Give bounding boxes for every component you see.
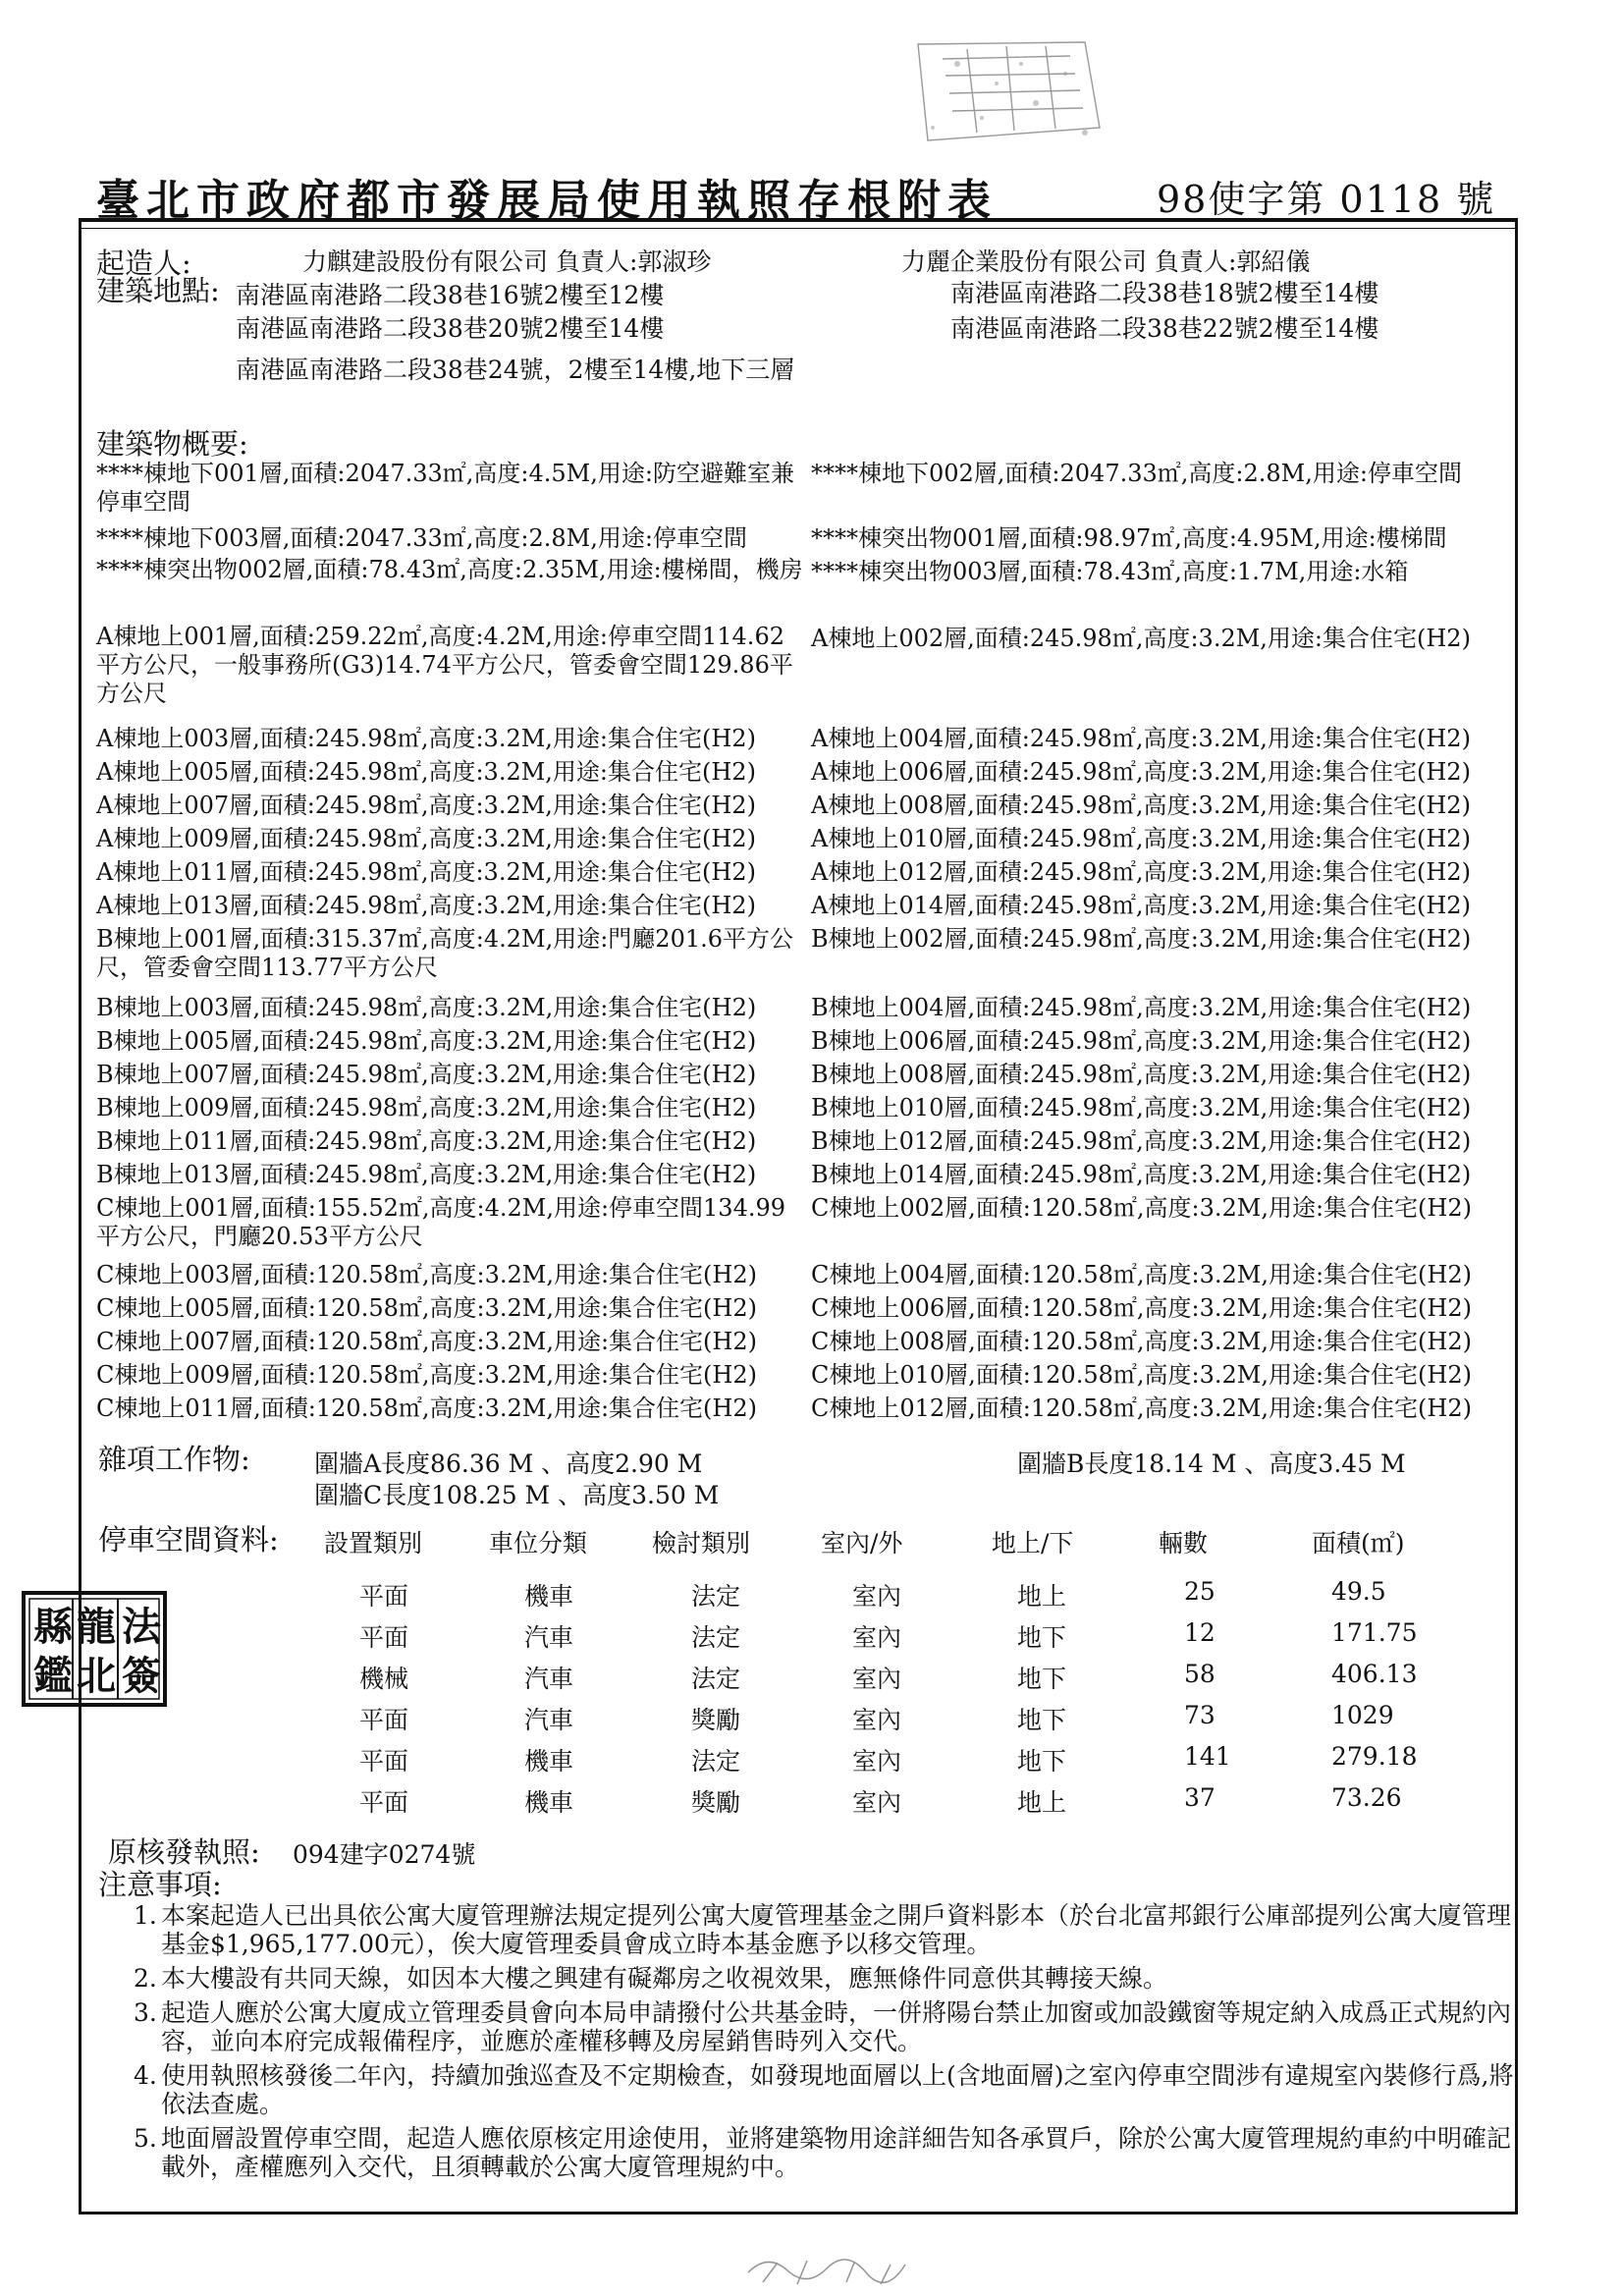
note-item bbox=[134, 2061, 1528, 2118]
parking-cell: 49.5 bbox=[1331, 1577, 1386, 1606]
note-item bbox=[134, 1901, 1528, 1958]
note-text: 使用執照核發後二年內，持續加強巡查及不定期檢查，如發現地面層以上(含地面層)之室內停車空間涉有違規室內裝修行爲,將依法查處。 bbox=[161, 2061, 1514, 2118]
parking-cell: 58 bbox=[1184, 1660, 1216, 1688]
parking-cell: 室內 bbox=[852, 1665, 902, 1693]
location-right-1: 南港區南港路二段38巷18號2樓至14樓 bbox=[950, 279, 1379, 307]
overview-right-item: B棟地上008層,面積:245.98㎡,高度:3.2M,用途:集合住宅(H2) bbox=[811, 1061, 1472, 1088]
seal-char-5: 法 bbox=[122, 1604, 161, 1650]
notes-label: 注意事項: bbox=[98, 1868, 222, 1901]
overview-right-item: B棟地上006層,面積:245.98㎡,高度:3.2M,用途:集合住宅(H2) bbox=[811, 1027, 1472, 1055]
overview-left-item: ****棟地下003層,面積:2047.33㎡,高度:2.8M,用途:停車空間 bbox=[96, 524, 747, 552]
overview-right-item: B棟地上010層,面積:245.98㎡,高度:3.2M,用途:集合住宅(H2) bbox=[811, 1094, 1472, 1121]
location-left-3: 南港區南港路二段38巷24號，2樓至14樓,地下三層 bbox=[236, 355, 795, 384]
seal-char-4: 北 bbox=[77, 1653, 116, 1699]
overview-right-item: C棟地上012層,面積:120.58㎡,高度:3.2M,用途:集合住宅(H2) bbox=[811, 1394, 1472, 1422]
note-text: 本大樓設有共同天線，如因本大樓之興建有礙鄰房之收視效果，應無條件同意供其轉接天線。 bbox=[161, 1964, 1168, 1993]
parking-cell: 279.18 bbox=[1331, 1742, 1418, 1771]
overview-left-item: C棟地上001層,面積:155.52㎡,高度:4.2M,用途:停車空間134.99平方公尺，門廳20.53平方公尺 bbox=[96, 1194, 786, 1250]
builder-left: 力麒建設股份有限公司 負責人:郭淑珍 bbox=[302, 247, 712, 276]
parking-cell: 法定 bbox=[691, 1665, 741, 1693]
overview-left-item: C棟地上003層,面積:120.58㎡,高度:3.2M,用途:集合住宅(H2) bbox=[96, 1261, 757, 1288]
page-mark bbox=[738, 2243, 915, 2292]
overview-right-item: C棟地上008層,面積:120.58㎡,高度:3.2M,用途:集合住宅(H2) bbox=[811, 1328, 1472, 1355]
parking-cell: 平面 bbox=[359, 1706, 409, 1734]
parking-cell: 機械 bbox=[359, 1665, 409, 1693]
parking-cell: 73.26 bbox=[1331, 1783, 1402, 1812]
misc-works-right-1: 圍牆B長度18.14 M 、高度3.45 M bbox=[1017, 1449, 1406, 1478]
parking-label: 停車空間資料: bbox=[98, 1523, 279, 1557]
misc-works-left-1: 圍牆A長度86.36 M 、高度2.90 M bbox=[314, 1449, 703, 1478]
parking-cell: 汽車 bbox=[524, 1665, 574, 1693]
location-left-2: 南港區南港路二段38巷20號2樓至14樓 bbox=[236, 314, 665, 343]
note-text: 地面層設置停車空間，起造人應依原核定用途使用，並將建築物用途詳細告知各承買戶，除於公寓大廈管理規約車約中明確記載外，產權應列入交代，且須轉載於公寓大廈管理規約中。 bbox=[161, 2124, 1512, 2181]
overview-left-item: C棟地上011層,面積:120.58㎡,高度:3.2M,用途:集合住宅(H2) bbox=[96, 1394, 757, 1422]
overview-right-item: C棟地上010層,面積:120.58㎡,高度:3.2M,用途:集合住宅(H2) bbox=[811, 1361, 1472, 1389]
misc-works-left-2: 圍牆C長度108.25 M 、高度3.50 M bbox=[314, 1481, 720, 1509]
misc-works-label: 雜項工作物: bbox=[98, 1443, 250, 1476]
parking-cell: 平面 bbox=[359, 1788, 409, 1817]
parking-cell: 室內 bbox=[852, 1706, 902, 1734]
parking-cell: 法定 bbox=[691, 1747, 741, 1776]
location-left-1: 南港區南港路二段38巷16號2樓至12樓 bbox=[236, 281, 665, 309]
parking-cell: 地下 bbox=[1017, 1623, 1067, 1652]
parking-cell: 獎勵 bbox=[691, 1788, 741, 1817]
overview-right-item: A棟地上010層,面積:245.98㎡,高度:3.2M,用途:集合住宅(H2) bbox=[811, 825, 1471, 852]
overview-left-item: A棟地上001層,面積:259.22㎡,高度:4.2M,用途:停車空間114.62平方公尺，一般事務所(G3)14.74平方公尺，管委會空間129.86平方公尺 bbox=[96, 623, 793, 707]
red-seal-stamp bbox=[20, 1589, 169, 1709]
overview-left-item: A棟地上007層,面積:245.98㎡,高度:3.2M,用途:集合住宅(H2) bbox=[96, 792, 756, 819]
overview-left-item: B棟地上007層,面積:245.98㎡,高度:3.2M,用途:集合住宅(H2) bbox=[96, 1061, 757, 1088]
overview-right-item: C棟地上006層,面積:120.58㎡,高度:3.2M,用途:集合住宅(H2) bbox=[811, 1294, 1472, 1322]
parking-cell: 室內 bbox=[852, 1788, 902, 1817]
overview-right-item: ****棟突出物001層,面積:98.97㎡,高度:4.95M,用途:樓梯間 bbox=[811, 524, 1447, 552]
overview-right-item: A棟地上014層,面積:245.98㎡,高度:3.2M,用途:集合住宅(H2) bbox=[811, 892, 1471, 919]
parking-cell: 171.75 bbox=[1331, 1618, 1418, 1647]
overview-left-item: A棟地上003層,面積:245.98㎡,高度:3.2M,用途:集合住宅(H2) bbox=[96, 725, 756, 752]
page-title: 臺北市政府都市發展局使用執照存根附表 bbox=[96, 176, 998, 226]
note-text: 起造人應於公寓大廈成立管理委員會向本局申請撥付公共基金時，一併將陽台禁止加窗或加設鐵窗等規定納入成爲正式規約內容，並向本府完成報備程序，並應於產權移轉及房屋銷售時列入交代。 bbox=[161, 1998, 1512, 2055]
note-item bbox=[134, 2124, 1528, 2181]
parking-header-cell: 設置類別 bbox=[324, 1529, 423, 1558]
location-label: 建築地點: bbox=[96, 274, 220, 307]
parking-cell: 機車 bbox=[524, 1788, 574, 1817]
overview-left-item: B棟地上003層,面積:245.98㎡,高度:3.2M,用途:集合住宅(H2) bbox=[96, 994, 757, 1021]
document-number: 98使字第 0118 號 bbox=[1157, 178, 1496, 221]
note-item bbox=[134, 1998, 1528, 2055]
overview-right-item: A棟地上012層,面積:245.98㎡,高度:3.2M,用途:集合住宅(H2) bbox=[811, 858, 1471, 886]
overview-left-item: A棟地上013層,面積:245.98㎡,高度:3.2M,用途:集合住宅(H2) bbox=[96, 892, 756, 919]
parking-header-cell: 室內/外 bbox=[821, 1529, 903, 1558]
overview-left-item: ****棟地下001層,面積:2047.33㎡,高度:4.5M,用途:防空避難室兼停車空間 bbox=[96, 460, 794, 516]
parking-cell: 室內 bbox=[852, 1582, 902, 1611]
overview-right-item: C棟地上002層,面積:120.58㎡,高度:3.2M,用途:集合住宅(H2) bbox=[811, 1194, 1472, 1222]
parking-cell: 12 bbox=[1184, 1618, 1216, 1647]
overview-right-item: A棟地上002層,面積:245.98㎡,高度:3.2M,用途:集合住宅(H2) bbox=[811, 625, 1471, 652]
overview-right-item: B棟地上004層,面積:245.98㎡,高度:3.2M,用途:集合住宅(H2) bbox=[811, 994, 1472, 1021]
parking-cell: 地上 bbox=[1017, 1582, 1067, 1611]
overview-left-item: B棟地上001層,面積:315.37㎡,高度:4.2M,用途:門廳201.6平方公尺，管委會空間113.77平方公尺 bbox=[96, 925, 794, 981]
overview-right-item: ****棟突出物003層,面積:78.43㎡,高度:1.7M,用途:水箱 bbox=[811, 558, 1409, 585]
overview-label: 建築物概要: bbox=[96, 427, 248, 461]
note-text: 本案起造人已出具依公寓大廈管理辦法規定提列公寓大廈管理基金之開戶資料影本（於台北富邦銀行公庫部提列公寓大廈管理基金$1,965,177.00元），俟大廈管理委員會成立時本基金應予以移交管理。 bbox=[161, 1901, 1512, 1958]
parking-cell: 機車 bbox=[524, 1747, 574, 1776]
parking-cell: 73 bbox=[1184, 1701, 1216, 1729]
parking-cell: 地下 bbox=[1017, 1665, 1067, 1693]
parking-cell: 1029 bbox=[1331, 1701, 1394, 1729]
faint-stamp-mark bbox=[889, 34, 1119, 152]
parking-cell: 地下 bbox=[1017, 1747, 1067, 1776]
overview-right-item: A棟地上008層,面積:245.98㎡,高度:3.2M,用途:集合住宅(H2) bbox=[811, 792, 1471, 819]
overview-left-item: C棟地上007層,面積:120.58㎡,高度:3.2M,用途:集合住宅(H2) bbox=[96, 1328, 757, 1355]
original-license-label: 原核發執照: bbox=[108, 1835, 260, 1869]
overview-left-item: C棟地上005層,面積:120.58㎡,高度:3.2M,用途:集合住宅(H2) bbox=[96, 1294, 757, 1322]
overview-right-item: B棟地上002層,面積:245.98㎡,高度:3.2M,用途:集合住宅(H2) bbox=[811, 925, 1472, 953]
parking-header-cell: 地上/下 bbox=[992, 1529, 1074, 1558]
builder-right: 力麗企業股份有限公司 負責人:郭紹儀 bbox=[901, 247, 1311, 276]
note-number: 5. bbox=[134, 2124, 157, 2153]
overview-right-item: A棟地上006層,面積:245.98㎡,高度:3.2M,用途:集合住宅(H2) bbox=[811, 758, 1471, 786]
parking-header-cell: 檢討類別 bbox=[652, 1529, 751, 1558]
seal-char-6: 簽 bbox=[122, 1653, 161, 1699]
parking-header-cell: 輛數 bbox=[1159, 1529, 1209, 1558]
overview-right-item: B棟地上014層,面積:245.98㎡,高度:3.2M,用途:集合住宅(H2) bbox=[811, 1161, 1472, 1188]
parking-cell: 平面 bbox=[359, 1747, 409, 1776]
overview-left-item: B棟地上005層,面積:245.98㎡,高度:3.2M,用途:集合住宅(H2) bbox=[96, 1027, 757, 1055]
parking-cell: 37 bbox=[1184, 1783, 1216, 1812]
seal-char-1: 縣 bbox=[33, 1604, 73, 1650]
overview-left-item: C棟地上009層,面積:120.58㎡,高度:3.2M,用途:集合住宅(H2) bbox=[96, 1361, 757, 1389]
note-number: 1. bbox=[134, 1901, 157, 1930]
overview-left-item: B棟地上013層,面積:245.98㎡,高度:3.2M,用途:集合住宅(H2) bbox=[96, 1161, 757, 1188]
parking-cell: 平面 bbox=[359, 1623, 409, 1652]
parking-header-cell: 車位分類 bbox=[489, 1529, 588, 1558]
parking-cell: 地上 bbox=[1017, 1788, 1067, 1817]
parking-cell: 室內 bbox=[852, 1623, 902, 1652]
parking-cell: 室內 bbox=[852, 1747, 902, 1776]
overview-left-item: A棟地上011層,面積:245.98㎡,高度:3.2M,用途:集合住宅(H2) bbox=[96, 858, 756, 886]
parking-cell: 機車 bbox=[524, 1582, 574, 1611]
parking-cell: 25 bbox=[1184, 1577, 1216, 1606]
overview-left-item: ****棟突出物002層,面積:78.43㎡,高度:2.35M,用途:樓梯間，機房 bbox=[96, 556, 803, 583]
overview-right-item: A棟地上004層,面積:245.98㎡,高度:3.2M,用途:集合住宅(H2) bbox=[811, 725, 1471, 752]
notes-list bbox=[134, 1901, 1528, 2187]
overview-right-item: ****棟地下002層,面積:2047.33㎡,高度:2.8M,用途:停車空間 bbox=[811, 460, 1462, 487]
location-right-2: 南港區南港路二段38巷22號2樓至14樓 bbox=[950, 314, 1379, 343]
original-license-value: 094建字0274號 bbox=[293, 1840, 476, 1869]
builder-label: 起造人: bbox=[96, 246, 191, 280]
note-number: 2. bbox=[134, 1964, 157, 1993]
parking-cell: 獎勵 bbox=[691, 1706, 741, 1734]
parking-cell: 法定 bbox=[691, 1623, 741, 1652]
overview-left-item: B棟地上011層,面積:245.98㎡,高度:3.2M,用途:集合住宅(H2) bbox=[96, 1127, 757, 1155]
parking-header-cell: 面積(㎡) bbox=[1312, 1529, 1405, 1558]
parking-cell: 汽車 bbox=[524, 1623, 574, 1652]
parking-cell: 141 bbox=[1184, 1742, 1231, 1771]
overview-right-item: C棟地上004層,面積:120.58㎡,高度:3.2M,用途:集合住宅(H2) bbox=[811, 1261, 1472, 1288]
seal-char-2: 龍 bbox=[77, 1604, 116, 1650]
note-number: 4. bbox=[134, 2061, 157, 2090]
overview-left-item: A棟地上009層,面積:245.98㎡,高度:3.2M,用途:集合住宅(H2) bbox=[96, 825, 756, 852]
note-item bbox=[134, 1964, 1528, 1993]
parking-cell: 平面 bbox=[359, 1582, 409, 1611]
parking-cell: 地下 bbox=[1017, 1706, 1067, 1734]
overview-left-item: A棟地上005層,面積:245.98㎡,高度:3.2M,用途:集合住宅(H2) bbox=[96, 758, 756, 786]
parking-cell: 406.13 bbox=[1331, 1660, 1418, 1688]
note-number: 3. bbox=[134, 1998, 157, 2027]
parking-cell: 汽車 bbox=[524, 1706, 574, 1734]
overview-right-item: B棟地上012層,面積:245.98㎡,高度:3.2M,用途:集合住宅(H2) bbox=[811, 1127, 1472, 1155]
overview-left-item: B棟地上009層,面積:245.98㎡,高度:3.2M,用途:集合住宅(H2) bbox=[96, 1094, 757, 1121]
parking-cell: 法定 bbox=[691, 1582, 741, 1611]
seal-char-3: 鑑 bbox=[33, 1653, 73, 1699]
